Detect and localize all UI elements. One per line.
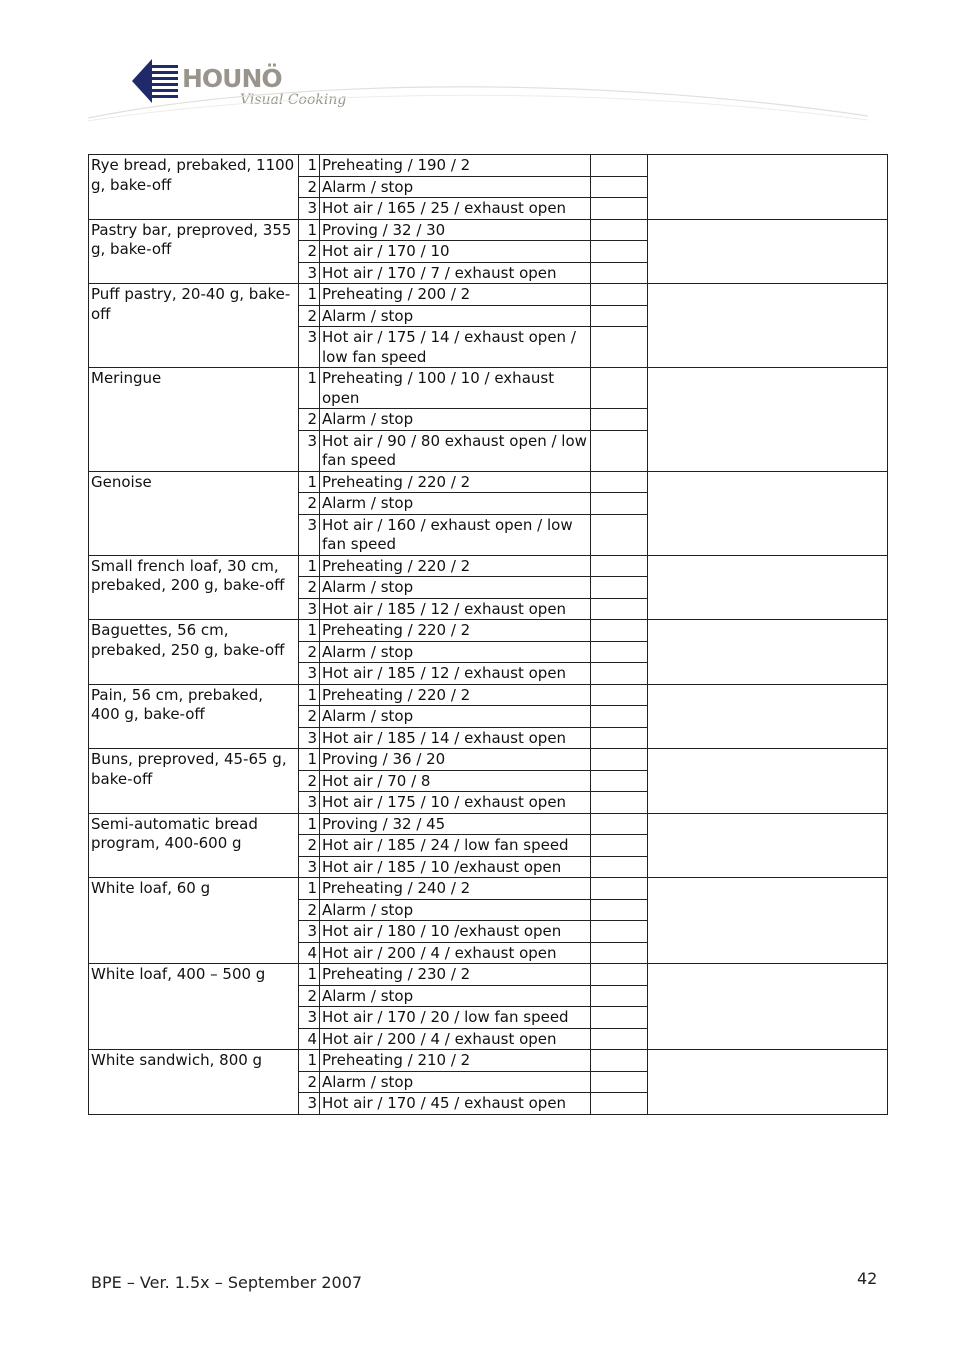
step-number: 2 [299, 899, 320, 921]
program-name: Puff pastry, 20-40 g, bake-off [89, 284, 299, 368]
step-blank-cell [591, 555, 648, 577]
table-row [89, 471, 888, 493]
step-number: 3 [299, 856, 320, 878]
step-description: Alarm / stop [320, 176, 591, 198]
step-blank-cell [591, 305, 648, 327]
step-blank-cell [591, 878, 648, 900]
step-number: 1 [299, 219, 320, 241]
step-blank-cell [591, 1028, 648, 1050]
step-blank-cell [591, 155, 648, 177]
step-blank-cell [591, 577, 648, 599]
step-blank-cell [591, 1007, 648, 1029]
program-name: Baguettes, 56 cm, prebaked, 250 g, bake-off [89, 620, 299, 685]
step-description: Hot air / 170 / 20 / low fan speed [320, 1007, 591, 1029]
step-description: Hot air / 170 / 7 / exhaust open [320, 262, 591, 284]
page-number: 42 [857, 1269, 878, 1288]
step-description: Proving / 36 / 20 [320, 749, 591, 771]
step-number: 2 [299, 985, 320, 1007]
step-description: Hot air / 180 / 10 /exhaust open [320, 921, 591, 943]
program-name: Rye bread, prebaked, 1100 g, bake-off [89, 155, 299, 220]
step-number: 3 [299, 514, 320, 555]
step-number: 2 [299, 835, 320, 857]
step-number: 2 [299, 706, 320, 728]
step-blank-cell [591, 792, 648, 814]
step-number: 2 [299, 577, 320, 599]
program-name: Pain, 56 cm, prebaked, 400 g, bake-off [89, 684, 299, 749]
step-description: Alarm / stop [320, 985, 591, 1007]
step-number: 1 [299, 813, 320, 835]
step-description: Hot air / 175 / 10 / exhaust open [320, 792, 591, 814]
program-notes-cell [648, 555, 888, 620]
program-notes-cell [648, 878, 888, 964]
table-row [89, 749, 888, 771]
step-number: 2 [299, 493, 320, 515]
step-number: 3 [299, 327, 320, 368]
table-row [89, 620, 888, 642]
step-blank-cell [591, 327, 648, 368]
step-number: 3 [299, 262, 320, 284]
step-blank-cell [591, 198, 648, 220]
table-row [89, 684, 888, 706]
step-description: Alarm / stop [320, 305, 591, 327]
program-name: White loaf, 60 g [89, 878, 299, 964]
program-name: White loaf, 400 – 500 g [89, 964, 299, 1050]
step-number: 2 [299, 1071, 320, 1093]
step-description: Preheating / 240 / 2 [320, 878, 591, 900]
step-blank-cell [591, 749, 648, 771]
step-description: Proving / 32 / 45 [320, 813, 591, 835]
program-notes-cell [648, 749, 888, 814]
step-blank-cell [591, 409, 648, 431]
step-number: 3 [299, 663, 320, 685]
footer-version: BPE – Ver. 1.5x – September 2007 [91, 1273, 363, 1292]
program-notes-cell [648, 284, 888, 368]
table-row [89, 219, 888, 241]
step-description: Preheating / 220 / 2 [320, 555, 591, 577]
table-row [89, 284, 888, 306]
recipe-table [88, 154, 888, 1115]
step-number: 1 [299, 471, 320, 493]
step-description: Proving / 32 / 30 [320, 219, 591, 241]
step-blank-cell [591, 368, 648, 409]
table-row [89, 555, 888, 577]
step-number: 1 [299, 555, 320, 577]
step-blank-cell [591, 985, 648, 1007]
step-number: 3 [299, 921, 320, 943]
step-number: 2 [299, 305, 320, 327]
table-row [89, 813, 888, 835]
program-notes-cell [648, 368, 888, 472]
step-number: 3 [299, 430, 320, 471]
step-number: 3 [299, 1093, 320, 1115]
table-row [89, 878, 888, 900]
step-blank-cell [591, 727, 648, 749]
step-blank-cell [591, 684, 648, 706]
step-number: 2 [299, 770, 320, 792]
step-description: Alarm / stop [320, 706, 591, 728]
step-description: Hot air / 70 / 8 [320, 770, 591, 792]
program-notes-cell [648, 813, 888, 878]
step-description: Hot air / 90 / 80 exhaust open / low fan speed [320, 430, 591, 471]
step-blank-cell [591, 835, 648, 857]
program-name: Genoise [89, 471, 299, 555]
step-description: Hot air / 165 / 25 / exhaust open [320, 198, 591, 220]
table-row [89, 1050, 888, 1072]
step-number: 3 [299, 198, 320, 220]
header-swoosh [88, 76, 868, 122]
step-blank-cell [591, 921, 648, 943]
step-number: 3 [299, 1007, 320, 1029]
step-blank-cell [591, 1050, 648, 1072]
step-description: Hot air / 185 / 12 / exhaust open [320, 663, 591, 685]
step-blank-cell [591, 1093, 648, 1115]
step-description: Alarm / stop [320, 899, 591, 921]
step-description: Alarm / stop [320, 641, 591, 663]
table-row [89, 155, 888, 177]
step-number: 1 [299, 964, 320, 986]
step-blank-cell [591, 641, 648, 663]
step-blank-cell [591, 770, 648, 792]
step-description: Hot air / 185 / 10 /exhaust open [320, 856, 591, 878]
program-name: Semi-automatic bread program, 400-600 g [89, 813, 299, 878]
step-blank-cell [591, 706, 648, 728]
step-number: 1 [299, 878, 320, 900]
step-blank-cell [591, 942, 648, 964]
step-number: 3 [299, 792, 320, 814]
program-notes-cell [648, 219, 888, 284]
step-blank-cell [591, 899, 648, 921]
step-blank-cell [591, 663, 648, 685]
step-blank-cell [591, 514, 648, 555]
step-description: Alarm / stop [320, 493, 591, 515]
table-row [89, 964, 888, 986]
step-blank-cell [591, 964, 648, 986]
step-description: Alarm / stop [320, 1071, 591, 1093]
program-notes-cell [648, 684, 888, 749]
program-notes-cell [648, 471, 888, 555]
step-number: 1 [299, 1050, 320, 1072]
program-name: Pastry bar, preproved, 355 g, bake-off [89, 219, 299, 284]
step-description: Alarm / stop [320, 577, 591, 599]
step-description: Hot air / 170 / 45 / exhaust open [320, 1093, 591, 1115]
step-description: Hot air / 185 / 24 / low fan speed [320, 835, 591, 857]
step-number: 2 [299, 176, 320, 198]
step-blank-cell [591, 219, 648, 241]
program-name: Meringue [89, 368, 299, 472]
step-blank-cell [591, 176, 648, 198]
step-blank-cell [591, 430, 648, 471]
step-number: 1 [299, 284, 320, 306]
logo-tagline: Visual Cooking [240, 92, 347, 108]
table-row [89, 368, 888, 409]
step-number: 1 [299, 684, 320, 706]
step-number: 3 [299, 598, 320, 620]
step-number: 2 [299, 241, 320, 263]
step-description: Preheating / 220 / 2 [320, 620, 591, 642]
program-name: Buns, preproved, 45-65 g, bake-off [89, 749, 299, 814]
step-blank-cell [591, 813, 648, 835]
step-description: Preheating / 100 / 10 / exhaust open [320, 368, 591, 409]
step-blank-cell [591, 620, 648, 642]
program-name: White sandwich, 800 g [89, 1050, 299, 1115]
step-description: Preheating / 210 / 2 [320, 1050, 591, 1072]
step-number: 1 [299, 749, 320, 771]
logo-brand: HOUNÖ [182, 64, 282, 93]
step-number: 1 [299, 155, 320, 177]
step-description: Preheating / 220 / 2 [320, 471, 591, 493]
step-description: Preheating / 230 / 2 [320, 964, 591, 986]
step-blank-cell [591, 493, 648, 515]
step-description: Hot air / 170 / 10 [320, 241, 591, 263]
step-blank-cell [591, 471, 648, 493]
step-blank-cell [591, 284, 648, 306]
step-number: 1 [299, 368, 320, 409]
step-number: 3 [299, 727, 320, 749]
step-blank-cell [591, 856, 648, 878]
step-description: Preheating / 200 / 2 [320, 284, 591, 306]
step-description: Hot air / 200 / 4 / exhaust open [320, 1028, 591, 1050]
step-description: Hot air / 200 / 4 / exhaust open [320, 942, 591, 964]
program-notes-cell [648, 1050, 888, 1115]
program-notes-cell [648, 964, 888, 1050]
step-description: Hot air / 185 / 12 / exhaust open [320, 598, 591, 620]
step-blank-cell [591, 262, 648, 284]
program-name: Small french loaf, 30 cm, prebaked, 200 g, bake-off [89, 555, 299, 620]
program-notes-cell [648, 620, 888, 685]
step-description: Hot air / 175 / 14 / exhaust open / low fan speed [320, 327, 591, 368]
step-description: Preheating / 190 / 2 [320, 155, 591, 177]
step-blank-cell [591, 1071, 648, 1093]
program-notes-cell [648, 155, 888, 220]
step-description: Hot air / 185 / 14 / exhaust open [320, 727, 591, 749]
step-blank-cell [591, 598, 648, 620]
step-description: Preheating / 220 / 2 [320, 684, 591, 706]
step-number: 2 [299, 409, 320, 431]
step-description: Alarm / stop [320, 409, 591, 431]
step-description: Hot air / 160 / exhaust open / low fan speed [320, 514, 591, 555]
step-number: 2 [299, 641, 320, 663]
step-blank-cell [591, 241, 648, 263]
step-number: 4 [299, 942, 320, 964]
step-number: 1 [299, 620, 320, 642]
step-number: 4 [299, 1028, 320, 1050]
